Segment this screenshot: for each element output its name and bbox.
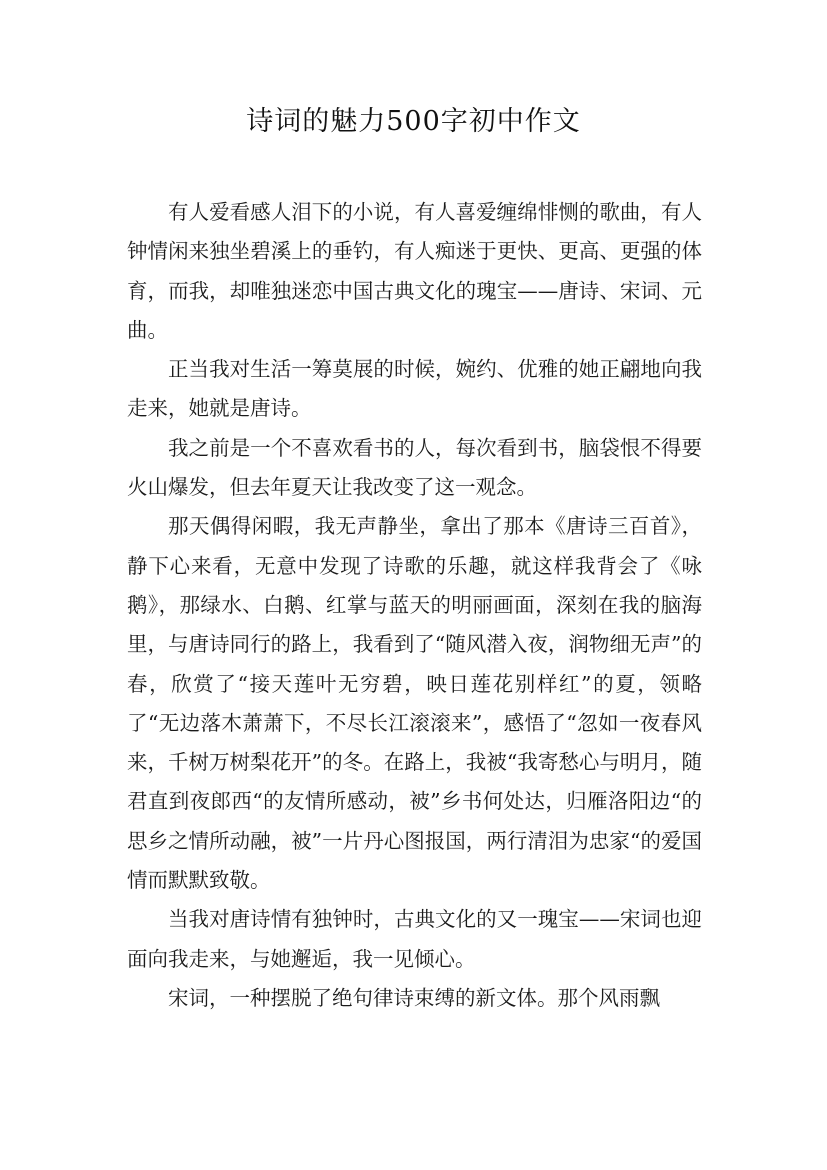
paragraph: 宋词，一种摆脱了绝句律诗束缚的新文体。那个风雨飘 xyxy=(168,985,660,1010)
paragraph: 我之前是一个不喜欢看书的人，每次看到书，脑袋恨不得要火山爆发，但去年夏天让我改变了这一观念。 xyxy=(127,435,702,500)
document-title: 诗词的魅力500字初中作文 xyxy=(246,106,581,137)
paragraph: 当我对唐诗情有独钟时，古典文化的又一瑰宝——宋词也迎面向我走来，与她邂逅，我一见倾心。 xyxy=(127,907,702,971)
document-body xyxy=(127,193,702,1018)
paragraph: 正当我对生活一筹莫展的时候，婉约、优雅的她正翩地向我走来，她就是唐诗。 xyxy=(127,357,702,421)
paragraph: 有人爱看感人泪下的小说，有人喜爱缠绵悱恻的歌曲，有人钟情闲来独坐碧溪上的垂钓，有人痴迷于更快、更高、更强的体育，而我，却唯独迷恋中国古典文化的瑰宝——唐诗、宋词、元曲。 xyxy=(127,200,702,342)
paragraph: 那天偶得闲暇，我无声静坐，拿出了那本《唐诗三百首》，静下心来看，无意中发现了诗歌的乐趣，就这样我背会了《咏鹅》，那绿水、白鹅、红掌与蓝天的明丽画面，深刻在我的脑海里，与唐诗同行的路上，我看到了“随风潜入夜，润物细无声”的春，欣赏了“接天莲叶无穷碧，映日莲花别样红”的夏，领略了“无边落木萧萧下，不尽长江滚滚来”，感悟了“忽如一夜春风来，千树万树梨花开”的冬。在路上，我被“我寄愁心与明月，随君直到夜郎西“的友情所感动，被”乡书何处达，归雁洛阳边“的思乡之情所动融，被”一片丹心图报国，两行清泪为忠家“的爱国情而默默致敬。 xyxy=(127,514,702,893)
